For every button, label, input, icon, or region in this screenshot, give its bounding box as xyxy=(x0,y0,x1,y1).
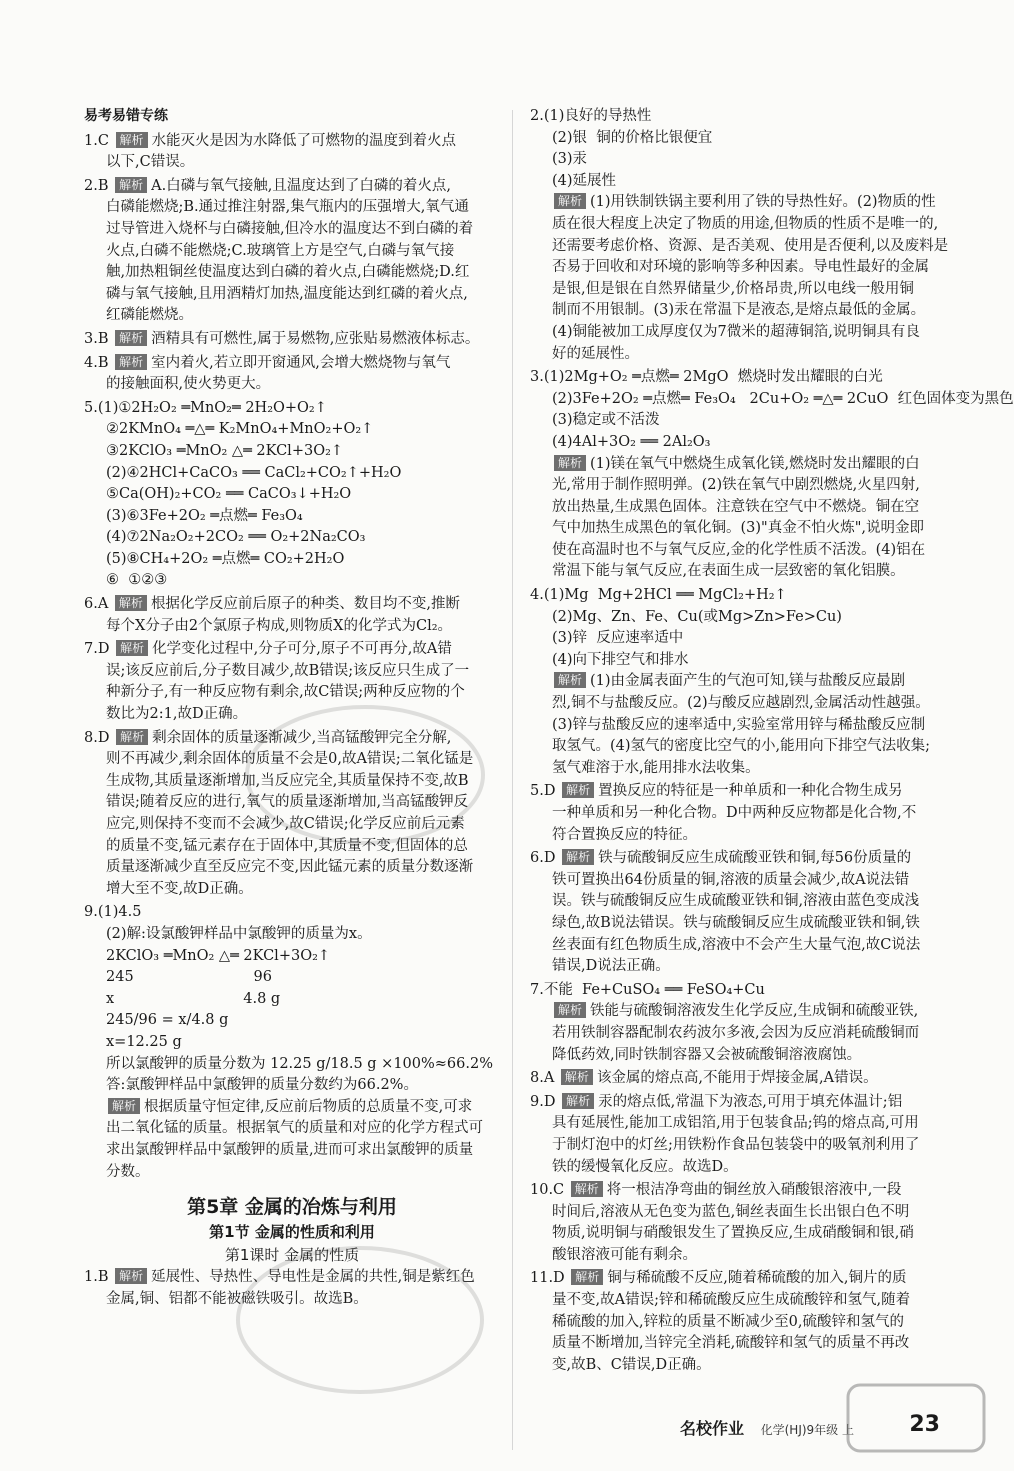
answer-item xyxy=(84,594,500,637)
answer-line: 稀硫酸的加入,锌粒的质量不断减少至0,硫酸锌和氢气的 xyxy=(552,1313,904,1330)
answer-line: 5.(1)①2H₂O₂ ═MnO₂═ 2H₂O+O₂↑ xyxy=(84,399,327,416)
answer-line: 的质量不变,锰元素存在于固体中,其质量不变,但固体的总 xyxy=(106,837,468,854)
answer-item xyxy=(84,1267,500,1310)
answer-line: 金属,铜、铝都不能被磁铁吸引。故选B。 xyxy=(106,1290,368,1307)
answer-item xyxy=(84,639,500,725)
footer-brand: 名校作业 xyxy=(680,1419,745,1438)
answer-line: 解析 (1)用铁制铁锅主要利用了铁的导热性好。(2)物质的性 xyxy=(530,192,950,214)
answer-line: 取氢气。(4)氢气的密度比空气的小,能用向下排空气法收集; xyxy=(552,738,931,755)
answer-item xyxy=(530,1068,950,1090)
watermark-corner xyxy=(846,1383,986,1461)
answer-item xyxy=(530,848,950,978)
answer-line: 答:氯酸钾样品中氯酸钾的质量分数约为66.2%。 xyxy=(106,1077,418,1094)
answer-line: 误;该反应前后,分子数目减少,故B错误;该反应只生成了一 xyxy=(106,662,470,679)
answer-line: 1.C 解析 水能灭火是因为水降低了可燃物的温度到着火点 xyxy=(84,132,457,149)
analysis-tag: 解析 xyxy=(554,193,586,209)
answer-line: 以下,C错误。 xyxy=(106,154,195,171)
answer-line: 所以氯酸钾的质量分数为 12.25 g/18.5 g ×100%≈66.2% xyxy=(106,1055,493,1072)
answer-item xyxy=(530,1180,950,1266)
answer-line: 火点,白磷不能燃烧;C.玻璃管上方是空气,白磷与氧气接 xyxy=(106,242,455,259)
answer-line: 错误,D说法正确。 xyxy=(552,958,670,975)
answer-line: (2)3Fe+2O₂ ═点燃═ Fe₃O₄ 2Cu+O₂ ═△═ 2CuO 红色固体变为黑色 xyxy=(552,390,1014,407)
analysis-tag: 解析 xyxy=(115,177,147,193)
analysis-tag: 解析 xyxy=(554,455,586,471)
analysis-tag: 解析 xyxy=(554,672,586,688)
answer-line: 质量不断增加,当锌完全消耗,硫酸锌和氢气的质量不再改 xyxy=(552,1335,910,1352)
answer-line: 245 96 xyxy=(106,969,272,986)
analysis-tag: 解析 xyxy=(116,132,148,148)
answer-line: 每个X分子由2个氯原子构成,则物质X的化学式为Cl₂。 xyxy=(106,617,453,634)
answer-line: ⑥ ①②③ xyxy=(106,572,168,589)
answer-line: 若用铁制容器配制农药波尔多液,会因为反应消耗硫酸铜而 xyxy=(552,1024,920,1041)
answer-line: (2)解:设氯酸钾样品中氯酸钾的质量为x。 xyxy=(106,925,372,942)
answer-line: (2)银 铜的价格比银便宜 xyxy=(552,129,713,146)
answer-line: 1.B 解析 延展性、导热性、导电性是金属的共性,铜是紫红色 xyxy=(84,1269,475,1286)
answer-line: 增大至不变,故D正确。 xyxy=(106,880,253,897)
answer-line: 误。铁与硫酸铜反应生成硫酸亚铁和铜,溶液由蓝色变成浅 xyxy=(552,893,920,910)
answer-line: x=12.25 g xyxy=(106,1033,182,1050)
answer-line: 6.D 解析 铁与硫酸铜反应生成硫酸亚铁和铜,每56份质量的 xyxy=(530,850,912,867)
answer-line: 质在很大程度上决定了物质的用途,但物质的性质不是唯一的, xyxy=(552,215,939,232)
answer-item xyxy=(84,728,500,901)
analysis-tag: 解析 xyxy=(562,849,594,865)
answer-line: 时间后,溶液从无色变为蓝色,铜丝表面生长出银白色不明 xyxy=(552,1203,910,1220)
answer-line: 解析 根据质量守恒定律,反应前后物质的总质量不变,可求 xyxy=(84,1097,500,1119)
answer-line: 应完,则保持不变而不会减少,故C错误;化学反应前后元素 xyxy=(106,816,465,832)
answer-line: ⑤Ca(OH)₂+CO₂ ══ CaCO₃↓+H₂O xyxy=(106,486,352,503)
answer-line: 3.B 解析 酒精具有可燃性,属于易燃物,应张贴易燃液体标志。 xyxy=(84,330,480,347)
answer-line: 铁可置换出64份质量的铜,溶液的质量会减少,故A说法错 xyxy=(552,871,910,888)
answer-line: (4)向下排空气和排水 xyxy=(552,651,689,668)
answer-item xyxy=(530,367,1014,583)
analysis-tag: 解析 xyxy=(116,640,148,656)
answer-line: (4)⑦2Na₂O₂+2CO₂ ══ O₂+2Na₂CO₃ xyxy=(106,529,366,546)
answer-line: 于制灯泡中的灯丝;用铁粉作食品包装袋中的吸氧剂利用了 xyxy=(552,1136,920,1153)
analysis-tag: 解析 xyxy=(562,1093,594,1109)
answer-item xyxy=(84,131,500,174)
answer-line: 一种单质和另一种化合物。D中两种反应物都是化合物,不 xyxy=(552,805,917,821)
answer-line: 出二氧化锰的质量。根据氧气的质量和对应的化学方程式可 xyxy=(106,1120,483,1137)
answer-line: 7.不能 Fe+CuSO₄ ══ FeSO₄+Cu xyxy=(530,981,765,998)
answer-line: 使在高温时也不与氧气反应,金的化学性质不活泼。(4)铝在 xyxy=(552,541,926,558)
answer-line: 气中加热生成黑色的氧化铜。(3)"真金不怕火炼",说明金即 xyxy=(552,520,924,537)
analysis-tag: 解析 xyxy=(571,1181,603,1197)
answer-line: 的接触面积,使火势更大。 xyxy=(106,376,271,393)
answer-line: 常温下能与氧气反应,在表面生成一层致密的氧化铝膜。 xyxy=(552,563,905,580)
answer-line: (2)④2HCl+CaCO₃ ══ CaCl₂+CO₂↑+H₂O xyxy=(106,464,402,481)
answer-line: 降低药效,同时铁制容器又会被硫酸铜溶液腐蚀。 xyxy=(552,1046,862,1063)
answer-line: x 4.8 g xyxy=(106,990,281,1007)
answer-line: 否易于回收和对环境的影响等多种因素。导电性最好的金属 xyxy=(552,259,929,276)
answer-line: 3.(1)2Mg+O₂ ═点燃═ 2MgO 燃烧时发出耀眼的白光 xyxy=(530,369,883,386)
chapter-heading: 第5章 金属的冶炼与利用 xyxy=(187,1196,397,1219)
answer-line: ③2KClO₃ ═MnO₂ △═ 2KCl+3O₂↑ xyxy=(106,442,344,459)
answer-line: 分数。 xyxy=(106,1163,150,1180)
answer-line: 解析 铁能与硫酸铜溶液发生化学反应,生成铜和硫酸亚铁, xyxy=(530,1001,950,1023)
answer-line: (4)延展性 xyxy=(552,172,617,189)
answer-line: 则不再减少,剩余固体的质量不会是0,故A错误;二氧化锰是 xyxy=(106,751,474,768)
analysis-tag: 解析 xyxy=(554,1002,586,1018)
answer-item xyxy=(530,1092,950,1178)
answer-item xyxy=(530,1268,950,1376)
answer-line: 2.(1)良好的导热性 xyxy=(530,108,652,124)
answer-line: 8.D 解析 剩余固体的质量逐渐减少,当高锰酸钾完全分解, xyxy=(84,729,452,746)
section-heading: 第1节 金属的性质和利用 xyxy=(209,1223,375,1242)
answer-line: 量不变,故A错误;锌和稀硫酸反应生成硫酸锌和氢气,随着 xyxy=(552,1292,911,1309)
answer-line: 白磷能燃烧;B.通过推注射器,集气瓶内的压强增大,氧气通 xyxy=(106,199,469,216)
answer-item xyxy=(530,106,950,365)
answer-item xyxy=(84,902,500,1183)
answer-line: 解析 (1)镁在氧气中燃烧生成氧化镁,燃烧时发出耀眼的白 xyxy=(530,454,950,476)
answer-line: 具有延展性,能加工成铝箔,用于包装食品;钨的熔点高,可用 xyxy=(552,1115,919,1132)
answer-line: 2.B 解析 A.白磷与氧气接触,且温度达到了白磷的着火点, xyxy=(84,177,451,194)
answer-line: ②2KMnO₄ ═△═ K₂MnO₄+MnO₂+O₂↑ xyxy=(106,421,374,438)
answer-line: 是银,但是银在自然界储量少,价格昂贵,所以电线一般用铜 xyxy=(552,280,914,297)
answer-item xyxy=(530,980,950,1066)
footer-grade: 化学(HJ)9年级 上 xyxy=(760,1423,855,1437)
lesson-heading: 第1课时 金属的性质 xyxy=(224,1246,360,1265)
answer-line: (3)汞 xyxy=(552,151,588,168)
analysis-tag: 解析 xyxy=(115,354,147,370)
answer-line: 生成物,其质量逐渐增加,当反应完全,其质量保持不变,故B xyxy=(106,772,469,789)
analysis-tag: 解析 xyxy=(115,595,147,611)
answer-line: (4)铜能被加工成厚度仅为7微米的超薄铜箔,说明铜具有良 xyxy=(552,323,920,340)
answer-line: 解析 (1)由金属表面产生的气泡可知,镁与盐酸反应最剧 xyxy=(530,671,950,693)
answer-line: 2KClO₃ ═MnO₂ △═ 2KCl+3O₂↑ xyxy=(106,947,331,964)
answer-line: 氢气难溶于水,能用排水法收集。 xyxy=(552,759,760,776)
answer-line: 6.A 解析 根据化学反应前后原子的种类、数目均不变,推断 xyxy=(84,596,461,613)
answer-line: (2)Mg、Zn、Fe、Cu(或Mg>Zn>Fe>Cu) xyxy=(552,608,842,625)
answer-line: 符合置换反应的特征。 xyxy=(552,826,697,843)
analysis-tag: 解析 xyxy=(116,729,148,745)
answer-line: 8.A 解析 该金属的熔点高,不能用于焊接金属,A错误。 xyxy=(530,1070,878,1087)
answer-line: 还需要考虑价格、资源、是否美观、使用是否便利,以及废料是 xyxy=(552,237,949,254)
answer-line: 过导管进入烧杯与白磷接触,但冷水的温度达不到白磷的着 xyxy=(106,220,474,237)
analysis-tag: 解析 xyxy=(562,782,594,798)
analysis-tag: 解析 xyxy=(571,1269,603,1285)
answer-line: 4.B 解析 室内着火,若立即开窗通风,会增大燃烧物与氧气 xyxy=(84,354,451,371)
answer-line: 光,常用于制作照明弹。(2)铁在氧气中剧烈燃烧,火星四射, xyxy=(552,477,920,494)
answer-line: 10.C 解析 将一根洁净弯曲的铜丝放入硝酸银溶液中,一段 xyxy=(530,1182,902,1199)
answer-item xyxy=(530,585,950,779)
answer-line: (3)锌 反应速率适中 xyxy=(552,630,684,647)
answer-line: (5)⑧CH₄+2O₂ ═点燃═ CO₂+2H₂O xyxy=(106,550,345,567)
answer-line: 245/96 = x/4.8 g xyxy=(106,1012,229,1029)
analysis-tag: 解析 xyxy=(561,1069,593,1085)
analysis-tag: 解析 xyxy=(115,1268,147,1284)
answer-line: 7.D 解析 化学变化过程中,分子可分,原子不可再分,故A错 xyxy=(84,641,452,658)
answer-stamp-icon xyxy=(846,1383,986,1453)
answer-line: 9.(1)4.5 xyxy=(84,904,142,921)
answer-line: 绿色,故B说法错误。铁与硫酸铜反应生成硫酸亚铁和铜,铁 xyxy=(552,914,920,931)
answer-line: 变,故B、C错误,D正确。 xyxy=(552,1356,711,1373)
answer-line: 种新分子,有一种反应物有剩余,故C错误;两种反应物的个 xyxy=(106,684,465,701)
answer-line: 9.D 解析 汞的熔点低,常温下为液态,可用于填充体温计;铝 xyxy=(530,1093,903,1110)
answer-line: 错误;随着反应的进行,氧气的质量逐渐增加,当高锰酸钾反 xyxy=(106,794,469,811)
answer-line: 质量逐渐减少直至反应完不变,因此锰元素的质量分数逐渐 xyxy=(106,859,474,876)
section-title: 易考易错专练 xyxy=(84,108,168,124)
answer-line: 物质,说明铜与硝酸银发生了置换反应,生成硝酸铜和银,硝 xyxy=(552,1225,914,1242)
left-column xyxy=(84,106,500,1312)
analysis-tag: 解析 xyxy=(115,330,147,346)
answer-line: 11.D 解析 铜与稀硫酸不反应,随着稀硫酸的加入,铜片的质 xyxy=(530,1270,907,1287)
answer-line: 制而不用银制。(3)汞在常温下是液态,是熔点最低的金属。 xyxy=(552,302,926,319)
page-number: 23 xyxy=(909,1412,940,1437)
answer-line: (3)锌与盐酸反应的速率适中,实验室常用锌与稀盐酸反应制 xyxy=(552,716,926,733)
answer-item xyxy=(530,781,950,846)
answer-line: 酸银溶液可能有剩余。 xyxy=(552,1246,697,1263)
answer-line: (4)4Al+3O₂ ══ 2Al₂O₃ xyxy=(552,433,711,450)
answer-line: 红磷能燃烧。 xyxy=(106,307,193,324)
right-column xyxy=(530,106,1014,1378)
answer-line: 触,加热粗铜丝使温度达到白磷的着火点,白磷能燃烧;D.红 xyxy=(106,264,470,281)
answer-line: 求出氯酸钾样品中氯酸钾的质量,进而可求出氯酸钾的质量 xyxy=(106,1141,474,1158)
answer-item xyxy=(84,176,500,327)
answer-line: 烈,铜不与盐酸反应。(2)与酸反应越剧烈,金属活动性越强。 xyxy=(552,695,930,712)
answer-line: 4.(1)Mg Mg+2HCl ══ MgCl₂+H₂↑ xyxy=(530,587,787,604)
answer-item xyxy=(84,398,500,592)
answer-line: 磷与氧气接触,且用酒精灯加热,温度能达到红磷的着火点, xyxy=(106,285,468,302)
answer-line: (3)稳定或不活泼 xyxy=(552,412,660,429)
answer-line: 铁的缓慢氧化反应。故选D。 xyxy=(552,1158,738,1175)
answer-line: 5.D 解析 置换反应的特征是一种单质和一种化合物生成另 xyxy=(530,783,903,800)
answer-line: 好的延展性。 xyxy=(552,345,639,362)
answer-line: 丝表面有红色物质生成,溶液中不会产生大量气泡,故C说法 xyxy=(552,936,921,953)
answer-line: 放出热量,生成黑色固体。注意铁在空气中不燃烧。铜在空 xyxy=(552,498,920,515)
analysis-tag: 解析 xyxy=(108,1098,140,1114)
answer-line: 数比为2:1,故D正确。 xyxy=(106,706,248,723)
answer-line: (3)⑥3Fe+2O₂ ═点燃═ Fe₃O₄ xyxy=(106,507,303,524)
column-divider xyxy=(512,110,513,1450)
answer-item xyxy=(84,353,500,396)
answer-item xyxy=(84,329,500,351)
